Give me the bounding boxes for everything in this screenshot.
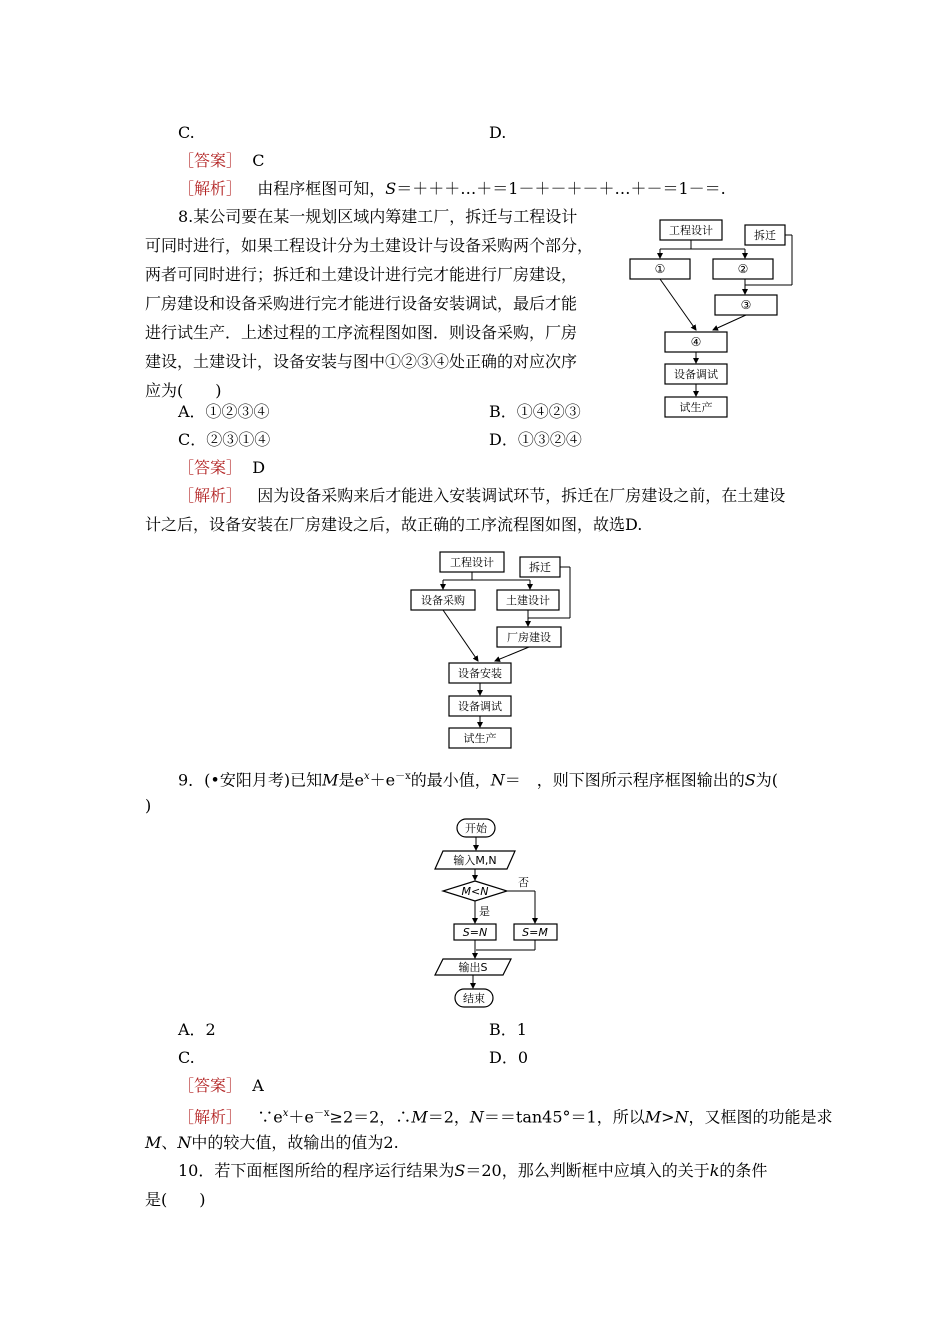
arrow <box>495 647 529 661</box>
stem-text: 的条件 <box>719 1161 768 1180</box>
stem-text: 的最小值， <box>410 770 491 790</box>
label-debug: 设备调试 <box>458 700 502 713</box>
analysis-text: ≥2＝2，∴ <box>329 1107 412 1127</box>
superscript-neg-x: －x <box>395 771 411 782</box>
q10-stem <box>178 1160 767 1182</box>
q8-analysis <box>178 485 785 507</box>
answer-tag: ［答案］ <box>178 1076 243 1095</box>
label-demolish: 拆迁 <box>529 561 551 574</box>
arrow <box>443 610 478 661</box>
label-debug: 设备调试 <box>674 368 718 381</box>
analysis-text: > <box>661 1107 675 1127</box>
label-engineering-design: 工程设计 <box>669 224 713 237</box>
label-no: 否 <box>518 876 529 889</box>
superscript-neg-x: －x <box>313 1108 330 1119</box>
label-trial: 试生产 <box>679 401 713 414</box>
q9-analysis-line2 <box>145 1132 399 1154</box>
var-s: S <box>744 770 756 790</box>
q9-option-a: A．2 <box>178 1020 216 1039</box>
var-m: M <box>411 1107 428 1127</box>
q7-answer <box>178 150 264 172</box>
answer-tag: ［答案］ <box>178 458 243 477</box>
q7-analysis <box>178 178 726 200</box>
q9-stem <box>178 766 778 791</box>
label-output: 输出S <box>458 961 488 974</box>
var-k: k <box>709 1161 720 1180</box>
stem-text: 10．若下面框图所给的程序运行结果为 <box>178 1161 455 1180</box>
q10-stem-line2: 是( ) <box>145 1190 206 1209</box>
q9-option-d: D．0 <box>489 1048 529 1067</box>
q7-option-c: C. <box>178 123 195 142</box>
label-engineering-design: 工程设计 <box>450 556 494 569</box>
label-s-equals-n: S=N <box>462 926 488 939</box>
analysis-text: ＝＝tan45°＝1，所以 <box>483 1107 645 1127</box>
stem-text: 是 <box>338 770 355 790</box>
label-2: ② <box>737 262 749 276</box>
answer-value: C <box>252 151 265 170</box>
q8-option-b: B．①④②③ <box>489 402 581 421</box>
q8-stem-line: 厂房建设和设备采购进行完才能进行设备安装调试，最后才能 <box>145 294 578 313</box>
var-s: S <box>454 1161 466 1180</box>
analysis-text: 由程序框图可知， <box>257 179 386 198</box>
label-input: 输入M,N <box>453 854 497 867</box>
label-4: ④ <box>690 335 702 349</box>
label-s-equals-m: S=M <box>522 926 548 939</box>
analysis-text: 因为设备采购来后才能进入安装调试环节，拆迁在厂房建设之前，在土建设 <box>257 486 786 505</box>
q8-stem-line: 两者可同时进行；拆迁和土建设计进行完才能进行厂房建设， <box>145 265 578 284</box>
q8-flow-diagram <box>620 215 810 425</box>
analysis-text: ＝＋＋＋…＋＝1－＋－＋－＋…＋－＝1－＝. <box>396 179 726 198</box>
q9-answer <box>178 1075 264 1097</box>
q8-option-a: A．①②③④ <box>178 402 270 421</box>
label-start: 开始 <box>465 822 487 835</box>
label-trial: 试生产 <box>463 732 497 745</box>
q9-stem-line2: ) <box>145 796 152 815</box>
q8-option-c: C．②③①④ <box>178 430 271 449</box>
answer-tag: ［答案］ <box>178 151 243 170</box>
q8-stem-line: 应为( ) <box>145 381 222 400</box>
stem-text: ＝20，那么判断框中应填入的关于 <box>465 1161 710 1180</box>
label-civil-design: 土建设计 <box>506 594 550 607</box>
q8-stem-line: 建设，土建设计，设备安装与图中①②③④处正确的对应次序 <box>145 352 578 371</box>
stem-text: 为( <box>755 770 778 790</box>
analysis-tag: ［解析］ <box>178 1107 243 1127</box>
arrow <box>713 315 746 330</box>
analysis-text: ＋e <box>288 1107 314 1127</box>
var-n: N <box>469 1107 484 1127</box>
label-3: ③ <box>740 298 752 312</box>
label-end: 结束 <box>463 992 485 1005</box>
superscript-x: x <box>363 771 370 782</box>
q9-option-c: C. <box>178 1048 195 1067</box>
q8-solution-diagram <box>405 548 585 753</box>
q8-analysis-line2: 计之后，设备安装在厂房建设之后，故正确的工序流程图如图，故选D. <box>145 515 643 534</box>
var-n: N <box>177 1133 192 1152</box>
q8-stem-line: 8.某公司要在某一规划区域内筹建工厂，拆迁与工程设计 <box>178 207 578 226</box>
var-n: N <box>674 1107 689 1127</box>
var-s: S <box>385 179 397 198</box>
stem-text: 9．(•安阳月考)已知 <box>178 770 323 790</box>
analysis-text: ，又框图的功能是求 <box>688 1107 833 1127</box>
stem-text: ＝ ，则下图所示程序框图输出的 <box>504 770 745 790</box>
q9-option-b: B．1 <box>489 1020 527 1039</box>
label-1: ① <box>654 262 666 276</box>
analysis-text: ∵e <box>257 1107 283 1127</box>
analysis-tag: ［解析］ <box>178 486 243 505</box>
label-plant-construction: 厂房建设 <box>507 631 551 644</box>
stem-text: ＋e <box>369 770 396 790</box>
var-m: M <box>644 1107 662 1127</box>
analysis-text: 中的较大值，故输出的值为2. <box>191 1133 399 1152</box>
stem-e: e <box>354 770 364 790</box>
label-equipment-install: 设备安装 <box>458 667 502 680</box>
q9-program-flowchart <box>425 815 575 1012</box>
analysis-text: 、 <box>161 1133 178 1152</box>
analysis-text: ＝2， <box>427 1107 470 1127</box>
analysis-tag: ［解析］ <box>178 179 243 198</box>
label-equipment-purchase: 设备采购 <box>421 594 465 607</box>
q8-answer <box>178 457 265 479</box>
q7-option-d: D. <box>489 123 507 142</box>
var-m: M <box>145 1133 162 1152</box>
label-demolish: 拆迁 <box>754 229 776 242</box>
q8-option-d: D．①③②④ <box>489 430 582 449</box>
label-condition: M<N <box>461 885 489 898</box>
q8-stem-line: 进行试生产．上述过程的工序流程图如图．则设备采购，厂房 <box>145 323 578 342</box>
label-yes: 是 <box>479 905 490 918</box>
answer-value: A <box>252 1076 264 1095</box>
superscript-x: x <box>282 1108 289 1119</box>
answer-value: D <box>252 458 266 477</box>
var-m: M <box>322 770 339 790</box>
q8-stem-line: 可同时进行，如果工程设计分为土建设计与设备采购两个部分， <box>145 236 594 255</box>
q9-analysis <box>178 1103 833 1128</box>
arrow <box>660 279 696 330</box>
var-n: N <box>490 770 505 790</box>
